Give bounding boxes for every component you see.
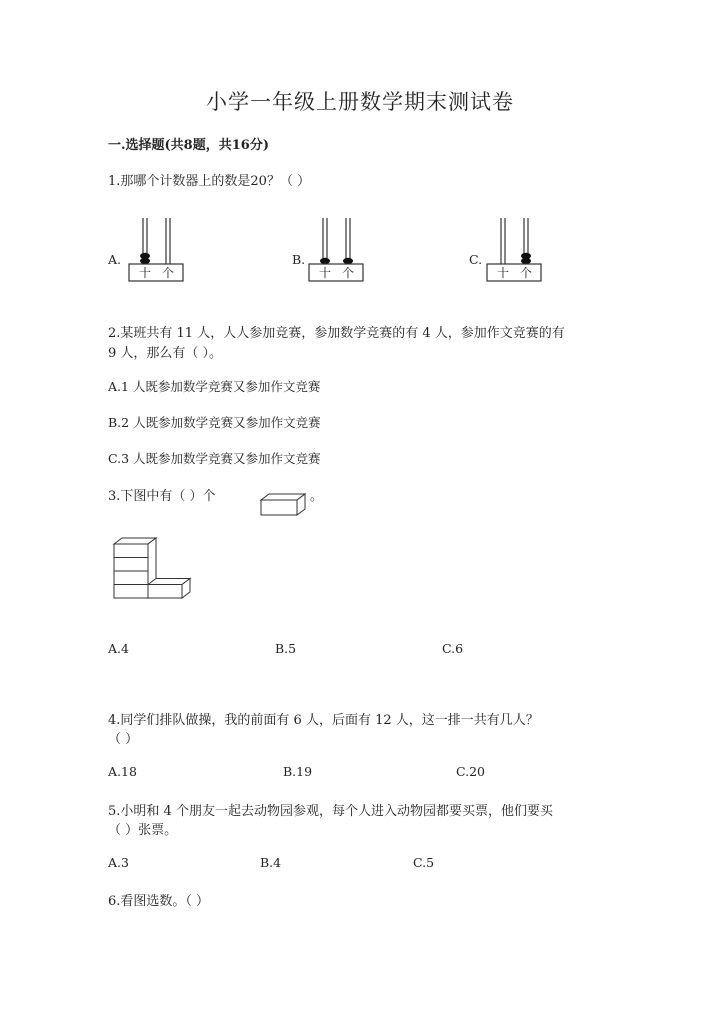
- q4-option-a[interactable]: A.18: [108, 764, 137, 779]
- q2-option-b[interactable]: B.2 人既参加数学竞赛又参加作文竞赛: [108, 415, 321, 430]
- abacus-b-tens-label: 十: [318, 266, 332, 280]
- q1-option-a-label[interactable]: A.: [108, 252, 122, 267]
- abacus-a-tens-label: 十: [138, 266, 152, 280]
- question-2-stem-line2: 9 人，那么有（ ）。: [108, 346, 223, 361]
- q2-option-c[interactable]: C.3 人既参加数学竞赛又参加作文竞赛: [108, 451, 321, 466]
- q3-option-a[interactable]: A.4: [108, 641, 129, 656]
- question-3-stem: 3.下图中有（ ）个: [108, 489, 216, 504]
- q1-abacus-b: [308, 216, 366, 284]
- abacus-c-tens-label: 十: [496, 266, 510, 280]
- q1-abacus-a: [128, 216, 186, 284]
- question-2-stem-line1: 2.某班共有 11 人，人人参加竞赛，参加数学竞赛的有 4 人，参加作文竞赛的有: [108, 326, 565, 341]
- question-4-stem-line2: （ ）: [108, 732, 139, 747]
- q5-option-c[interactable]: C.5: [413, 855, 435, 870]
- q4-option-b[interactable]: B.19: [283, 764, 313, 779]
- q3-stacked-blocks-figure: [110, 536, 200, 606]
- q1-option-b-label[interactable]: B.: [292, 252, 306, 267]
- q3-block-icon: [258, 491, 310, 519]
- question-5-stem-line1: 5.小明和 4 个朋友一起去动物园参观，每个人进入动物园都要买票，他们要买: [108, 804, 553, 819]
- abacus-a-ones-label: 个: [161, 266, 175, 280]
- q5-option-b[interactable]: B.4: [260, 855, 282, 870]
- question-3-stem-end: 。: [310, 489, 324, 504]
- question-1-stem: 1.那哪个计数器上的数是20？（ ）: [108, 174, 311, 189]
- q1-option-c-label[interactable]: C.: [469, 252, 483, 267]
- question-4-stem-line1: 4.同学们排队做操，我的前面有 6 人，后面有 12 人，这一排一共有几人？: [108, 713, 539, 728]
- q1-abacus-c: [486, 216, 544, 284]
- abacus-c-ones-label: 个: [519, 266, 533, 280]
- question-5-stem-line2: （ ）张票。: [108, 823, 178, 838]
- q5-option-a[interactable]: A.3: [108, 855, 129, 870]
- section-heading: 一.选择题(共8题，共16分): [108, 138, 269, 153]
- q4-option-c[interactable]: C.20: [456, 764, 485, 779]
- question-6-stem: 6.看图选数。（ ）: [108, 894, 210, 909]
- q2-option-a[interactable]: A.1 人既参加数学竞赛又参加作文竞赛: [108, 379, 321, 394]
- q3-option-c[interactable]: C.6: [442, 641, 464, 656]
- q3-option-b[interactable]: B.5: [275, 641, 297, 656]
- page-title: 小学一年级上册数学期末测试卷: [206, 90, 514, 114]
- abacus-b-ones-label: 个: [341, 266, 355, 280]
